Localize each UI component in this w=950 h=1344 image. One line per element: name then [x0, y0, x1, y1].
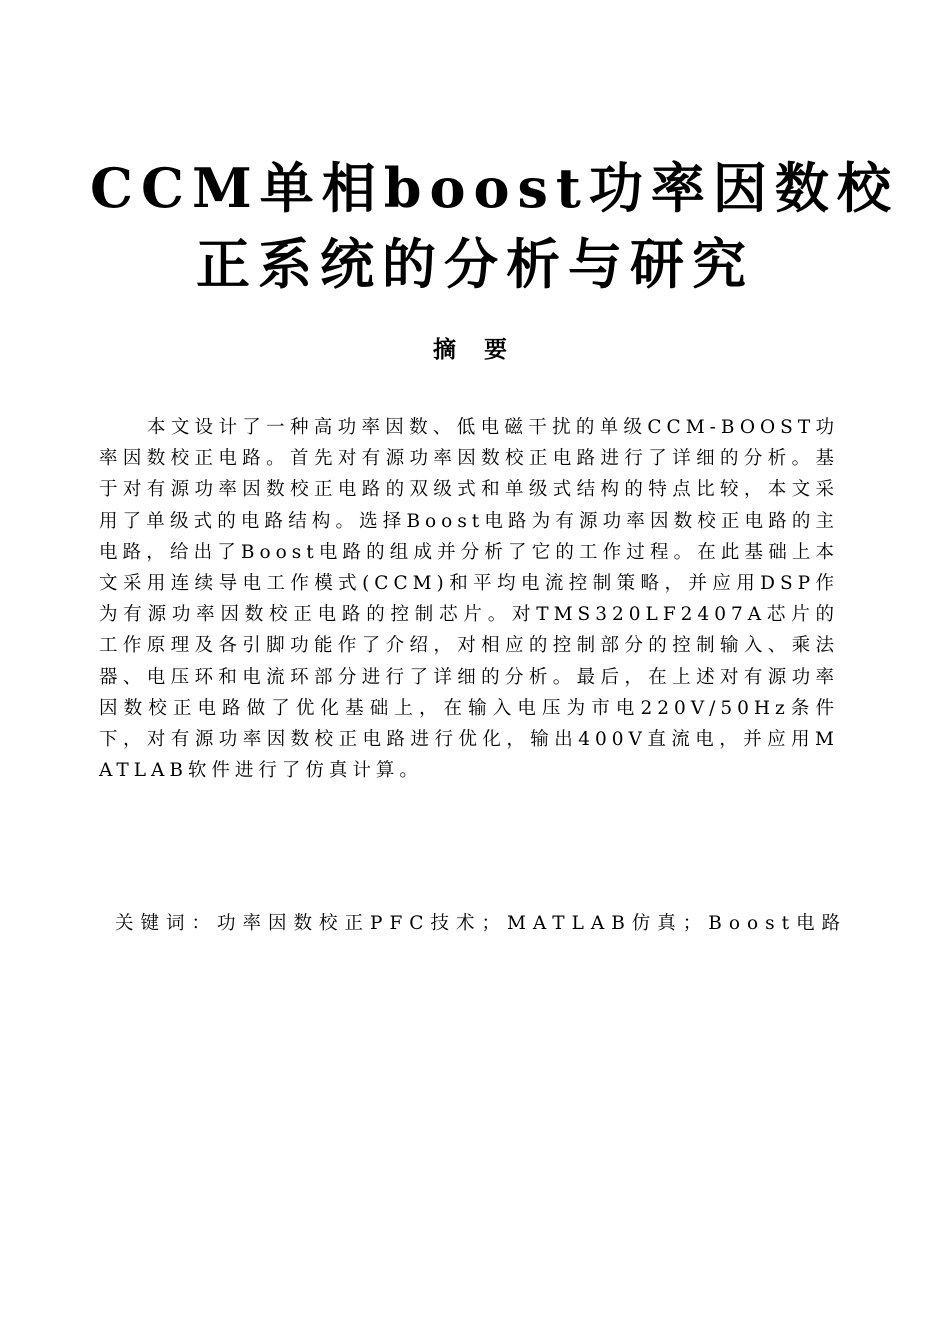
title-line-2: 正系统的分析与研究: [196, 232, 754, 296]
title-line-1: CCM单相boost功率因数校: [90, 156, 899, 220]
keywords-line: 关键词：功率因数校正PFC技术；MATLAB仿真；Boost电路: [115, 913, 848, 934]
abstract-heading: 摘 要: [432, 337, 517, 363]
abstract-body: 本文设计了一种高功率因数、低电磁干扰的单级CCM-BOOST功率因数校正电路。首先对有源功率因数校正电路进行了详细的分析。基于对有源功率因数校正电路的双级式和单级式结构的特点比较，本文采用了单级式的电路结构。选择Boost电路为有源功率因数校正电路的主电路，给出了Boost电路的组成并分析了它的工作过程。在此基础上本文采用连续导电工作模式(CCM)和平均电流控制策略，并应用DSP作为有源功率因数校正电路的控制芯片。对TMS320LF2407A芯片的工作原理及各引脚功能作了介绍，对相应的控制部分的控制输入、乘法器、电压环和电流环部分进行了详细的分析。最后，在上述对有源功率因数校正电路做了优化基础上，在输入电压为市电220V/50Hz条件下，对有源功率因数校正电路进行优化，输出400V直流电，并应用MATLAB软件进行了仿真计算。: [99, 417, 839, 782]
document-title: [90, 150, 899, 302]
